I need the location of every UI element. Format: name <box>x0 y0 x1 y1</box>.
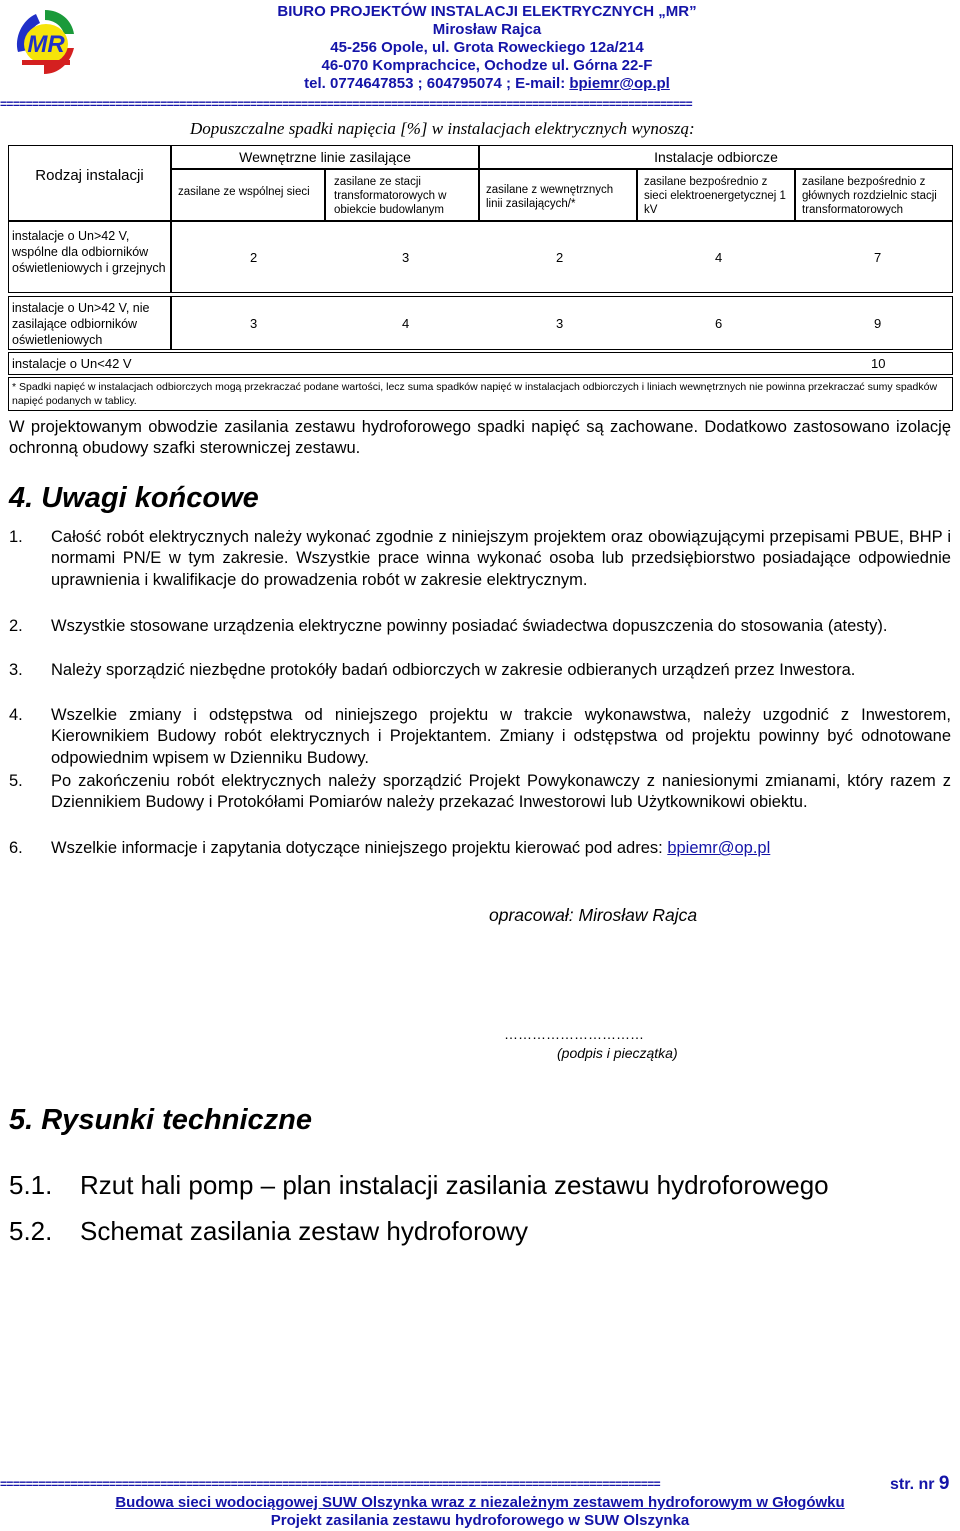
row-2-values <box>171 296 953 350</box>
drawing-item <box>9 1216 528 1247</box>
contact-email-link[interactable]: bpiemr@op.pl <box>667 839 771 857</box>
list-item-text <box>51 838 951 859</box>
row-1-label: instalacje o Un>42 V, wspólne dla odbiorników oświetleniowych i grzejnych <box>8 221 171 293</box>
drawing-item-number: 5.1. <box>9 1170 53 1200</box>
header-line-5 <box>222 75 752 93</box>
row-3-label: instalacje o Un<42 V <box>12 356 132 371</box>
list-item-number: 6. <box>9 839 23 857</box>
list-item-number: 2. <box>9 617 23 635</box>
header-line-4: 46-070 Komprachcice, Ochodze ul. Górna 22-F <box>321 57 653 74</box>
page-number <box>890 1473 950 1495</box>
header-line-2: Mirosław Rajca <box>432 21 542 38</box>
row-1-value: 4 <box>715 250 723 265</box>
row-2-value: 3 <box>556 316 564 331</box>
header-line-3: 45-256 Opole, ul. Grota Roweckiego 12a/214 <box>330 39 644 56</box>
header-sub-4: zasilane bezpośrednio z sieci elektroenergetycznej 1 kV <box>637 169 795 221</box>
header-line-1: BIURO PROJEKTÓW INSTALACJI ELEKTRYCZNYCH „MR” <box>277 3 697 20</box>
company-logo <box>8 4 82 84</box>
page-num: 9 <box>938 1473 950 1494</box>
list-item-text: Należy sporządzić niezbędne protokóły badań odbiorczych w zakresie odbieranych urządzeń przez Inwestora. <box>51 661 856 679</box>
logo-text: MR <box>27 31 65 58</box>
row-2-value: 3 <box>250 316 258 331</box>
row-3 <box>8 352 953 375</box>
row-2-value: 4 <box>402 316 410 331</box>
list-item-text-prefix: Wszelkie informacje i zapytania dotyczące niniejszego projektu kierować pod adres: <box>51 839 668 857</box>
signature-caption: (podpis i pieczątka) <box>557 1045 678 1061</box>
footer-top <box>0 1472 960 1492</box>
list-item-number: 3. <box>9 661 23 679</box>
signature-line: ………………………… <box>504 1026 644 1042</box>
drawing-item <box>9 1170 829 1201</box>
prepared-by: opracował: Mirosław Rajca <box>489 905 698 925</box>
footer-separator: ======================================================================================================= <box>0 1477 661 1491</box>
header-sub-1: zasilane ze wspólnej sieci <box>171 169 325 221</box>
header-rodzaj: Rodzaj instalacji <box>8 145 171 221</box>
logo-graphic <box>8 4 82 84</box>
row-1-value: 2 <box>250 250 258 265</box>
section-4-title: 4. Uwagi końcowe <box>9 482 259 514</box>
list-item-number: 5. <box>9 772 23 790</box>
header-sub-5: zasilane bezpośrednio z głównych rozdzielnic stacji transformatorowych <box>795 169 953 221</box>
drawing-item-text: Rzut hali pomp – plan instalacji zasilania zestawu hydroforowego <box>80 1170 829 1200</box>
header-contact: tel. 0774647853 ; 604795074 ; E-mail: <box>304 75 570 92</box>
row-1-value: 7 <box>874 250 882 265</box>
list-item-text: Po zakończeniu robót elektrycznych należy sporządzić Projekt Powykonawczy z naniesionymi zmianami, który razem z Dziennikiem Budowy i Protokółami Pomiarów należy przekazać Inwestorowi lub Użytkownikowi obiektu. <box>51 772 951 812</box>
row-2-value: 6 <box>715 316 723 331</box>
table-footnote: * Spadki napięć w instalacjach odbiorczych mogą przekraczać podane wartości, lecz suma spadków napięć w instalacjach odbiorczych i liniach wewnętrznych nie powinna przekraczać sumy spadków napięć podanych w tablicy. <box>8 377 953 411</box>
page-label: str. nr <box>890 1476 935 1493</box>
list-item-text: Wszelkie zmiany i odstępstwa od niniejszego projektu w trakcie wykonawstwa, należy uzgodnić z Inwestorem, Kierownikiem Budowy robót elektrycznych i Projektantem. Zmiany i odstępstwa od projektu powinny być odnotowane odpowiednim wpisem w Dzienniku Budowy. <box>51 706 951 767</box>
drawing-item-number: 5.2. <box>9 1216 53 1246</box>
header-receivers: Instalacje odbiorcze <box>479 145 953 169</box>
row-1-value: 3 <box>402 250 410 265</box>
list-item-number: 4. <box>9 706 23 724</box>
table-caption: Dopuszczalne spadki napięcia [%] w instalacjach elektrycznych wynoszą: <box>190 119 695 138</box>
header-email-link[interactable]: bpiemr@op.pl <box>569 75 670 92</box>
list-item-text: Całość robót elektrycznych należy wykonać zgodnie z niniejszym projektem oraz obowiązującymi przepisami PBUE, BHP i normami PN/E w tym zakresie. Wszystkie prace winna wykonać osoba lub przedsiębiorstwo posiadające odpowiednie uprawnienia i kwalifikacje do prowadzenia robót w zakresie elektrycznym. <box>51 528 951 589</box>
list-item-text: Wszystkie stosowane urządzenia elektryczne powinny posiadać świadectwa dopuszczenia do stosowania (atesty). <box>51 617 888 635</box>
header-internal-lines: Wewnętrzne linie zasilające <box>171 145 479 169</box>
header-sub-3: zasilane z wewnętrznych linii zasilających/* <box>479 169 637 221</box>
row-3-value: 10 <box>871 356 886 371</box>
header-sub-2: zasilane ze stacji transformatorowych w obiekcie budowlanym <box>325 169 479 221</box>
list-item-number: 1. <box>9 528 23 546</box>
row-2-label: instalacje o Un>42 V, nie zasilające odbiorników oświetleniowych <box>8 296 171 350</box>
row-1-values <box>171 221 953 293</box>
voltage-paragraph: W projektowanym obwodzie zasilania zestawu hydroforowego spadki napięć są zachowane. Dodatkowo zastosowano izolację ochronną obudowy szafki sterowniczej zestawu. <box>9 418 951 457</box>
row-2-value: 9 <box>874 316 882 331</box>
row-1-value: 2 <box>556 250 564 265</box>
drawing-item-text: Schemat zasilania zestaw hydroforowy <box>80 1216 528 1246</box>
header-separator: ============================================================================================================ <box>0 97 693 111</box>
footer-project-line-2: Projekt zasilania zestawu hydroforowego w SUW Olszynka <box>270 1512 690 1529</box>
footer-project-line-1: Budowa sieci wodociągowej SUW Olszynka wraz z niezależnym zestawem hydroforowym w Głogówku <box>115 1494 845 1511</box>
section-5-title: 5. Rysunki techniczne <box>9 1104 312 1136</box>
